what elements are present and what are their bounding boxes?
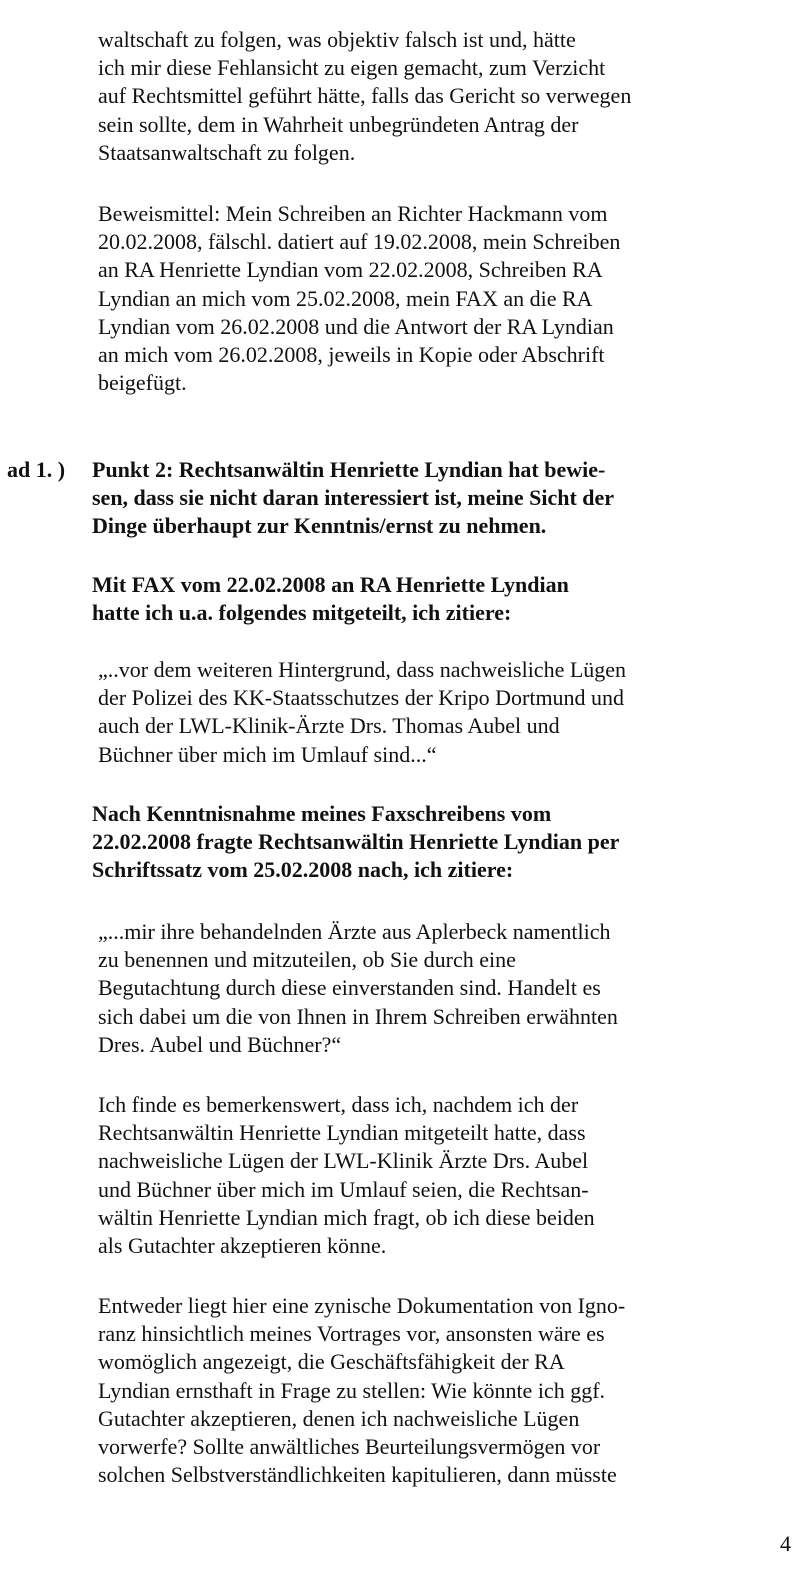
quote-line: der Polizei des KK-Staatsschutzes der Kripo Dortmund und	[98, 685, 625, 711]
text-line: solchen Selbstverständlichkeiten kapitulieren, dann müsste	[98, 1462, 617, 1488]
quote-line: Büchner über mich im Umlauf sind...“	[98, 741, 437, 767]
text-line: Gutachter akzeptieren, denen ich nachweisliche Lügen	[98, 1405, 580, 1431]
fax-intro	[92, 571, 732, 627]
text-line: Ich finde es bemerkenswert, dass ich, nachdem ich der	[98, 1092, 579, 1117]
text-line: und Büchner über mich im Umlauf seien, die Rechtsan-	[98, 1176, 589, 1202]
quote-fax	[98, 656, 738, 769]
response-intro	[92, 800, 732, 885]
quote-line: sich dabei um die von Ihnen in Ihrem Schreiben erwähnten	[98, 1003, 618, 1029]
text-line: Lyndian an mich vom 25.02.2008, mein FAX an die RA	[98, 285, 593, 311]
text-line: ich mir diese Fehlansicht zu eigen gemacht, zum Verzicht	[98, 55, 606, 81]
text-line: Beweismittel: Mein Schreiben an Richter Hackmann vom	[98, 201, 608, 226]
text-line: womöglich angezeigt, die Geschäftsfähigkeit der RA	[98, 1349, 565, 1375]
text-line: waltschaft zu folgen, was objektiv falsch ist und, hätte	[98, 27, 576, 52]
heading-line: Dinge überhaupt zur Kenntnis/ernst zu nehmen.	[92, 513, 547, 539]
text-line: Lyndian vom 26.02.2008 und die Antwort der RA Lyndian	[98, 313, 614, 339]
bold-line: hatte ich u.a. folgendes mitgeteilt, ich zitiere:	[92, 600, 512, 626]
text-line: auf Rechtsmittel geführt hätte, falls das Gericht so verwegen	[98, 83, 632, 109]
text-line: Entweder liegt hier eine zynische Dokumentation von Igno-	[98, 1293, 626, 1318]
section-heading	[92, 456, 732, 541]
bold-line: Nach Kenntnisnahme meines Faxschreibens vom	[92, 801, 552, 826]
text-line: sein sollte, dem in Wahrheit unbegründeten Antrag der	[98, 111, 579, 137]
quote-line: zu benennen und mitzuteilen, ob Sie durch eine	[98, 947, 516, 973]
text-line: an RA Henriette Lyndian vom 22.02.2008, Schreiben RA	[98, 257, 603, 283]
bold-line: 22.02.2008 fragte Rechtsanwältin Henriette Lyndian per	[92, 829, 620, 855]
page-number: 4	[780, 1531, 791, 1556]
conclusion-paragraph	[98, 1292, 738, 1489]
heading-line: sen, dass sie nicht daran interessiert ist, meine Sicht der	[92, 485, 615, 511]
comment-paragraph	[98, 1091, 738, 1260]
quote-line: Begutachtung durch diese einverstanden sind. Handelt es	[98, 975, 601, 1001]
text-line: Rechtsanwältin Henriette Lyndian mitgeteilt hatte, dass	[98, 1120, 586, 1146]
text-line: Lyndian ernsthaft in Frage zu stellen: Wie könnte ich ggf.	[98, 1377, 606, 1403]
text-line: als Gutachter akzeptieren könne.	[98, 1233, 387, 1259]
paragraph-continuation	[98, 26, 738, 167]
text-line: ranz hinsichtlich meines Vortrages vor, ansonsten wäre es	[98, 1321, 605, 1347]
evidence-paragraph	[98, 200, 738, 397]
quote-line: Dres. Aubel und Büchner?“	[98, 1031, 342, 1057]
quote-line: auch der LWL-Klinik-Ärzte Drs. Thomas Aubel und	[98, 713, 560, 739]
text-line: nachweisliche Lügen der LWL-Klinik Ärzte Drs. Aubel	[98, 1148, 589, 1174]
text-line: vorwerfe? Sollte anwältliches Beurteilungsvermögen vor	[98, 1434, 601, 1460]
bold-line: Mit FAX vom 22.02.2008 an RA Henriette Lyndian	[92, 572, 569, 597]
bold-line: Schriftssatz vom 25.02.2008 nach, ich zitiere:	[92, 857, 514, 883]
text-line: 20.02.2008, fälschl. datiert auf 19.02.2008, mein Schreiben	[98, 229, 621, 255]
text-line: beigefügt.	[98, 370, 187, 396]
text-line: an mich vom 26.02.2008, jeweils in Kopie oder Abschrift	[98, 342, 605, 368]
quote-response	[98, 918, 738, 1059]
quote-line: „...mir ihre behandelnden Ärzte aus Aplerbeck namentlich	[98, 919, 611, 944]
text-line: Staatsanwaltschaft zu folgen.	[98, 139, 356, 165]
section-marker: ad 1. )	[7, 457, 66, 482]
heading-line: Punkt 2: Rechtsanwältin Henriette Lyndian hat bewie-	[92, 457, 606, 482]
text-line: wältin Henriette Lyndian mich fragt, ob ich diese beiden	[98, 1204, 595, 1230]
quote-line: „..vor dem weiteren Hintergrund, dass nachweisliche Lügen	[98, 657, 627, 682]
